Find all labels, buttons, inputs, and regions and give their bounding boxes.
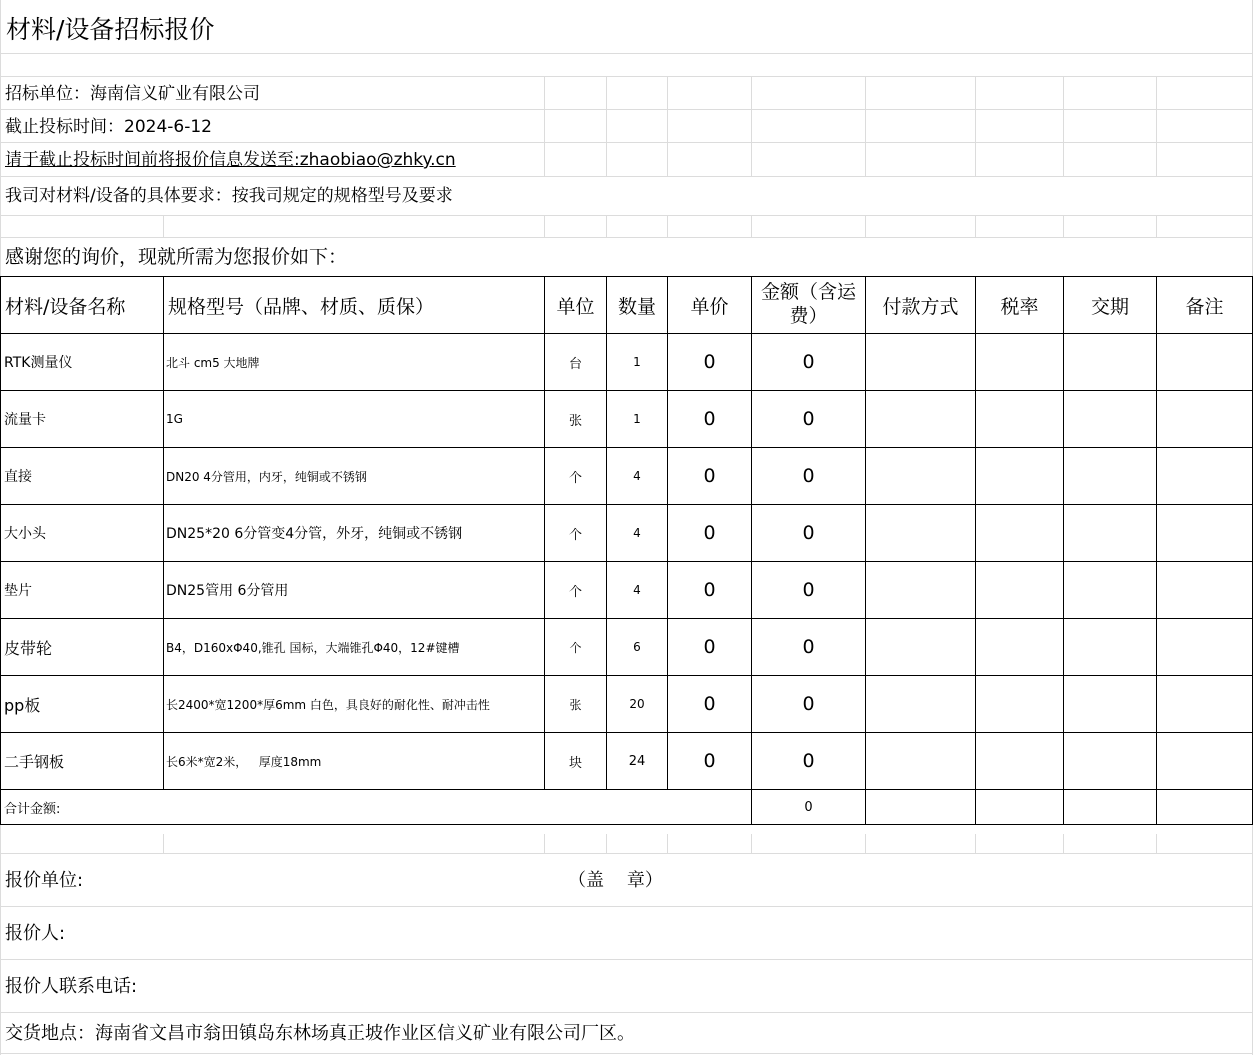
total-label: 合计金额:	[1, 790, 752, 825]
item-name[interactable]: 直接	[1, 448, 164, 505]
header-delivery: 交期	[1064, 277, 1157, 334]
item-payment[interactable]	[866, 733, 976, 790]
item-payment[interactable]	[866, 334, 976, 391]
item-payment[interactable]	[866, 619, 976, 676]
item-remark[interactable]	[1157, 391, 1253, 448]
header-tax: 税率	[976, 277, 1064, 334]
item-delivery[interactable]	[1064, 391, 1157, 448]
item-delivery[interactable]	[1064, 562, 1157, 619]
item-spec[interactable]: DN25*20 6分管变4分管，外牙，纯铜或不锈钢	[164, 505, 545, 562]
header-qty: 数量	[607, 277, 668, 334]
quote-unit-label: 报价单位:	[5, 870, 84, 891]
item-tax[interactable]	[976, 619, 1064, 676]
table-row	[1, 619, 1253, 676]
item-remark[interactable]	[1157, 448, 1253, 505]
item-delivery[interactable]	[1064, 505, 1157, 562]
item-unit[interactable]: 张	[545, 391, 607, 448]
total-tax[interactable]	[976, 790, 1064, 825]
item-delivery[interactable]	[1064, 733, 1157, 790]
item-name[interactable]: 皮带轮	[1, 619, 164, 676]
item-spec[interactable]: B4，D160xΦ40,锥孔 国标，大端锥孔Φ40，12#键槽	[164, 619, 545, 676]
item-remark[interactable]	[1157, 676, 1253, 733]
item-delivery[interactable]	[1064, 334, 1157, 391]
item-unit[interactable]: 张	[545, 676, 607, 733]
item-name[interactable]: 垫片	[1, 562, 164, 619]
item-price[interactable]: 0	[668, 448, 752, 505]
item-qty[interactable]: 1	[607, 391, 668, 448]
item-amount[interactable]: 0	[752, 391, 866, 448]
item-tax[interactable]	[976, 505, 1064, 562]
item-name[interactable]: pp板	[1, 676, 164, 733]
item-qty[interactable]: 6	[607, 619, 668, 676]
item-delivery[interactable]	[1064, 676, 1157, 733]
item-amount[interactable]: 0	[752, 448, 866, 505]
item-payment[interactable]	[866, 448, 976, 505]
item-tax[interactable]	[976, 334, 1064, 391]
item-amount[interactable]: 0	[752, 619, 866, 676]
requirement-line: 我司对材料/设备的具体要求：按我司规定的规格型号及要求	[5, 186, 453, 206]
tender-unit-line: 招标单位：海南信义矿业有限公司	[5, 84, 260, 104]
item-amount[interactable]: 0	[752, 562, 866, 619]
item-payment[interactable]	[866, 505, 976, 562]
item-price[interactable]: 0	[668, 619, 752, 676]
item-spec[interactable]: DN20 4分管用，内牙，纯铜或不锈钢	[164, 448, 545, 505]
item-amount[interactable]: 0	[752, 334, 866, 391]
item-payment[interactable]	[866, 391, 976, 448]
table-row	[1, 733, 1253, 790]
email-line[interactable]	[5, 152, 456, 169]
header-amount: 金额（含运费）	[752, 277, 866, 334]
item-qty[interactable]: 4	[607, 448, 668, 505]
item-unit[interactable]: 个	[545, 619, 607, 676]
total-remark[interactable]	[1157, 790, 1253, 825]
item-remark[interactable]	[1157, 733, 1253, 790]
header-spec: 规格型号（品牌、材质、质保）	[164, 277, 545, 334]
item-remark[interactable]	[1157, 334, 1253, 391]
item-amount[interactable]: 0	[752, 676, 866, 733]
item-tax[interactable]	[976, 733, 1064, 790]
seal-label: （盖 章）	[568, 870, 663, 891]
item-remark[interactable]	[1157, 562, 1253, 619]
item-spec[interactable]: DN25管用 6分管用	[164, 562, 545, 619]
item-tax[interactable]	[976, 391, 1064, 448]
quoter-label: 报价人:	[5, 923, 66, 944]
item-spec[interactable]: 北斗 cm5 大地牌	[164, 334, 545, 391]
item-name[interactable]: RTK测量仪	[1, 334, 164, 391]
item-qty[interactable]: 1	[607, 334, 668, 391]
item-delivery[interactable]	[1064, 619, 1157, 676]
item-name[interactable]: 大小头	[1, 505, 164, 562]
item-price[interactable]: 0	[668, 733, 752, 790]
header-unit: 单位	[545, 277, 607, 334]
table-row	[1, 448, 1253, 505]
item-qty[interactable]: 20	[607, 676, 668, 733]
item-price[interactable]: 0	[668, 562, 752, 619]
item-payment[interactable]	[866, 562, 976, 619]
item-delivery[interactable]	[1064, 448, 1157, 505]
item-qty[interactable]: 4	[607, 562, 668, 619]
item-tax[interactable]	[976, 676, 1064, 733]
page-title: 材料/设备招标报价	[6, 15, 215, 44]
header-name: 材料/设备名称	[1, 277, 164, 334]
table-row	[1, 562, 1253, 619]
item-name[interactable]: 二手钢板	[1, 733, 164, 790]
item-price[interactable]: 0	[668, 334, 752, 391]
delivery-address: 交货地点：海南省文昌市翁田镇岛东林场真正坡作业区信义矿业有限公司厂区。	[5, 1023, 635, 1044]
item-qty[interactable]: 24	[607, 733, 668, 790]
item-remark[interactable]	[1157, 505, 1253, 562]
item-unit[interactable]: 台	[545, 334, 607, 391]
item-payment[interactable]	[866, 676, 976, 733]
total-delivery[interactable]	[1064, 790, 1157, 825]
item-qty[interactable]: 4	[607, 505, 668, 562]
table-row	[1, 391, 1253, 448]
item-unit[interactable]: 块	[545, 733, 607, 790]
item-price[interactable]: 0	[668, 505, 752, 562]
table-header-row	[1, 277, 1253, 334]
item-spec[interactable]: 1G	[164, 391, 545, 448]
item-name[interactable]: 流量卡	[1, 391, 164, 448]
phone-label: 报价人联系电话:	[5, 976, 138, 997]
item-amount[interactable]: 0	[752, 733, 866, 790]
table-row	[1, 505, 1253, 562]
item-unit[interactable]: 个	[545, 448, 607, 505]
thanks-line: 感谢您的询价，现就所需为您报价如下：	[5, 246, 348, 268]
item-price[interactable]: 0	[668, 676, 752, 733]
item-amount[interactable]: 0	[752, 505, 866, 562]
total-payment[interactable]	[866, 790, 976, 825]
item-unit[interactable]: 个	[545, 505, 607, 562]
item-spec[interactable]: 长2400*宽1200*厚6mm 白色，具良好的耐化性、耐冲击性	[164, 676, 545, 733]
total-row	[1, 790, 1253, 825]
header-remark: 备注	[1157, 277, 1253, 334]
item-price[interactable]: 0	[668, 391, 752, 448]
email-link[interactable]: 请于截止投标时间前将报价信息发送至:zhaobiao@zhky.cn	[5, 150, 456, 170]
item-tax[interactable]	[976, 562, 1064, 619]
item-remark[interactable]	[1157, 619, 1253, 676]
header-price: 单价	[668, 277, 752, 334]
deadline-line: 截止投标时间：2024-6-12	[5, 117, 212, 137]
total-value[interactable]: 0	[752, 790, 866, 825]
quote-table	[0, 276, 1253, 825]
item-spec[interactable]: 长6米*宽2米， 厚度18mm	[164, 733, 545, 790]
item-tax[interactable]	[976, 448, 1064, 505]
table-row	[1, 334, 1253, 391]
header-payment: 付款方式	[866, 277, 976, 334]
table-row	[1, 676, 1253, 733]
item-unit[interactable]: 个	[545, 562, 607, 619]
